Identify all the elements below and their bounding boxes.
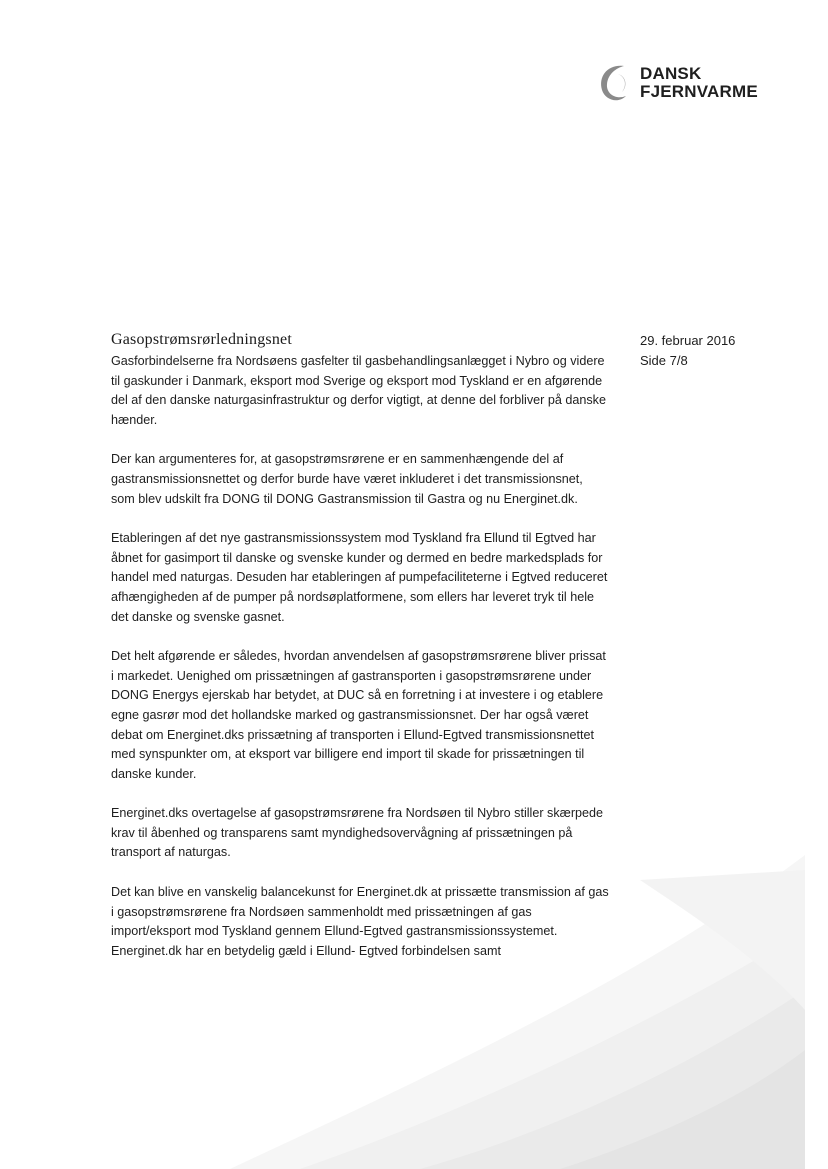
section-heading: Gasopstrømsrørledningsnet [111,331,292,348]
paragraph-2: Der kan argumenteres for, at gasopstrømsrørene er en sammenhængende del af gastransmissionsnettet og derfor burde have været inkluderet i det transmissionsnet, som blev udskilt fra DONG til DONG Gastransmission til Gastra og nu Energinet.dk. [111,452,583,506]
document-body [111,330,609,981]
logo-wordmark [640,65,758,101]
paragraph-5: Energinet.dks overtagelse af gasopstrømsrørene fra Nordsøen til Nybro stiller skærpede krav til åbenhed og transparens samt myndighedsovervågning af prissætningen på transport af naturgas. [111,806,604,860]
paragraph-6: Det kan blive en vanskelig balancekunst for Energinet.dk at prissætte transmission af gas i gasopstrømsrørene fra Nordsøen sammenholdt med prissætningen af gas import/eksport mod Tyskland gennem Ellund-Egtved gastransmissionssystemet. Energinet.dk har en betydelig gæld i Ellund- Egtved forbindelsen samt [111,885,609,958]
logo-line-2: FJERNVARME [640,82,758,101]
logo-line-1: DANSK [640,64,702,83]
document-meta [640,331,735,371]
company-logo [592,60,762,110]
logo-swirl-icon [594,60,634,106]
page-number: Side 7/8 [640,353,688,368]
paragraph-3: Etableringen af det nye gastransmissionssystem mod Tyskland fra Ellund til Egtved har åbnet for gasimport til danske og svenske kunder og dermed en bedre markedsplads for handel med naturgas. Desuden har etableringen af pumpefaciliteterne i Egtved reduceret afhængigheden af de pumper på nordsøplatformene, som ellers har leveret tryk til hele det danske og svenske gasnet. [111,531,608,624]
paragraph-1: Gasforbindelserne fra Nordsøens gasfelter til gasbehandlingsanlægget i Nybro og videre til gaskunder i Danmark, eksport mod Sverige og eksport mod Tyskland er en afgørende del af den danske naturgasinfrastruktur og derfor vigtigt, at denne del forbliver på danske hænder. [111,354,606,427]
paragraph-4: Det helt afgørende er således, hvordan anvendelsen af gasopstrømsrørene bliver prissat i markedet. Uenighed om prissætningen af gastransporten i gasopstrømsrørene under DONG Energys ejerskab har betydet, at DUC så en forretning i at investere i og etablere egne gasrør mod det hollandske marked og gastransmissionsnet. Der har også været debat om Energinet.dks prissætning af transporten i Ellund-Egtved transmissionsnettet med synspunkter om, at eksport var billigere end import til skade for prissætningen til danske kunder. [111,649,606,781]
document-date: 29. februar 2016 [640,333,736,348]
